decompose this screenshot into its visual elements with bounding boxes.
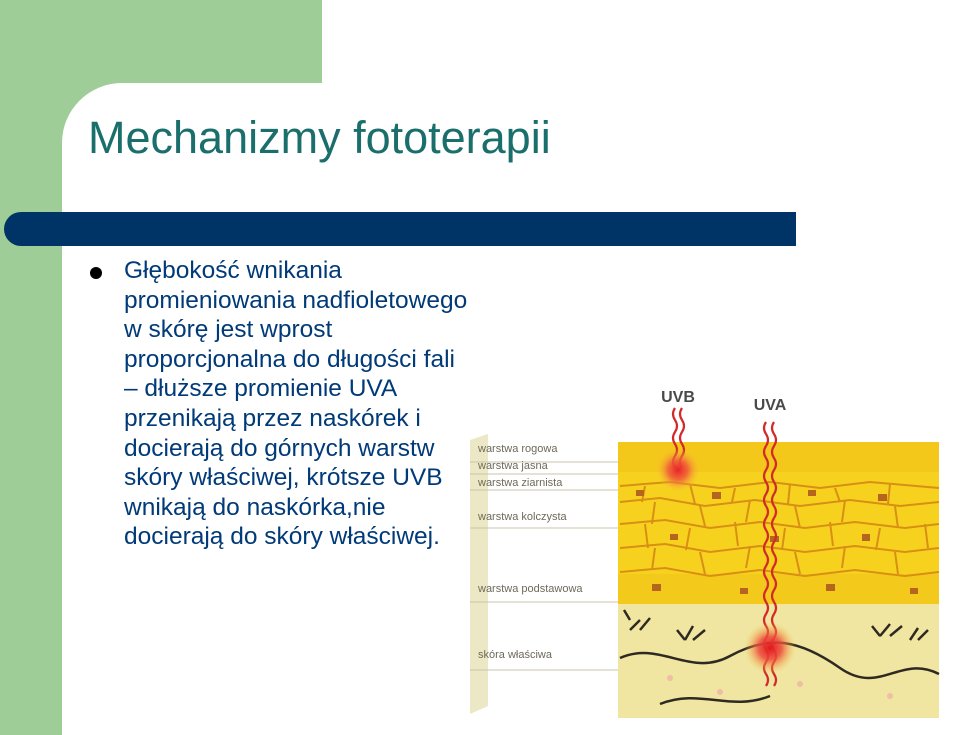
layer-label-spinosum: warstwa kolczysta (478, 511, 567, 523)
uvb-absorption-glow (656, 448, 700, 492)
layer-label-basale: warstwa podstawowa (478, 583, 583, 595)
layer-label-dermis: skóra właściwa (478, 649, 552, 661)
layer-label-lucidum: warstwa jasna (478, 460, 548, 472)
bullet-dot-icon (90, 267, 102, 279)
uvb-label: UVB (661, 389, 695, 406)
skin-diagram-svg (470, 378, 959, 718)
slide-title: Mechanizmy fototerapii (88, 112, 551, 163)
uva-label: UVA (753, 397, 787, 414)
layer-label-granulosum: warstwa ziarnista (478, 477, 563, 489)
skin-layers-diagram (470, 378, 959, 718)
bullet-text: Głębokość wnikania promieniowania nadfioletowego w skórę jest wprost proporcjonalna do długości fali – dłuższe promienie UVA przenikają przez naskórek i docierają do górnych warstw skóry właściwej, krótsze UVB wnikają do naskórka,nie docierają do skóry właściwej. (124, 257, 468, 551)
uva-absorption-glow (744, 622, 796, 674)
layer-label-corneum: warstwa rogowa (478, 443, 558, 455)
title-underline-bar (4, 212, 796, 246)
decorative-green-side (0, 0, 62, 735)
bullet-list (88, 256, 468, 552)
bullet-item (88, 256, 468, 552)
block-edge-left (470, 434, 488, 714)
layer-labels (477, 443, 583, 661)
